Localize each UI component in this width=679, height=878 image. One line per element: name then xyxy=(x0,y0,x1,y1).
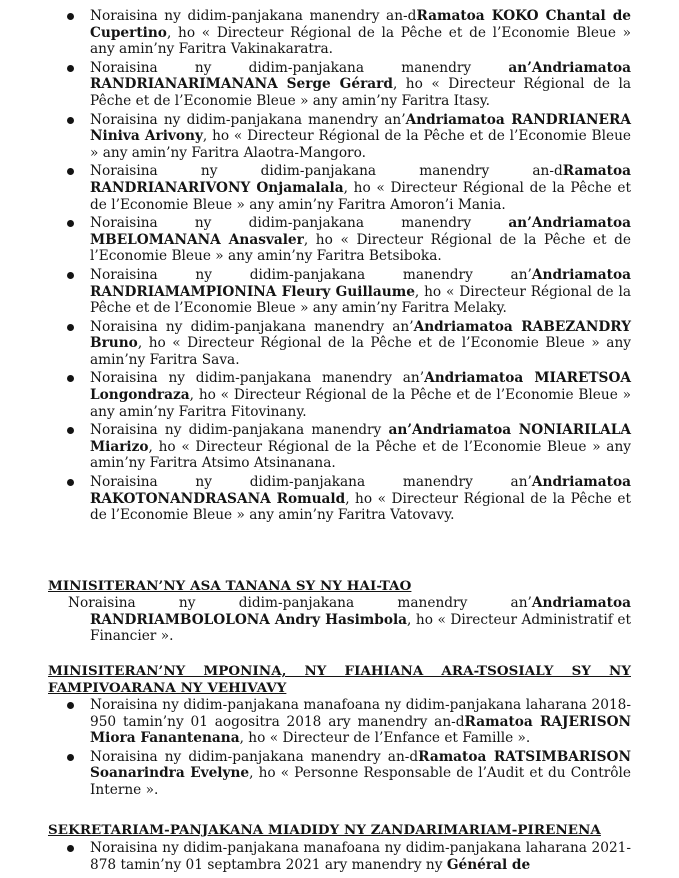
list-item: Noraisina ny didim-panjakana manendry an’Andriamatoa RANDRIAMAMPIONINA Fleury Guillaume, ho « Directeur Régional de la Pêche et de l’Economie Bleue » any amin’ny Faritra Melaky. xyxy=(0,267,679,317)
section-title-mponina: MINISITERAN’NY MPONINA, NY FIAHIANA ARA-TSOSIALY SY NY FAMPIVOARANA NY VEHIVAVY xyxy=(48,663,631,696)
section-mponina-list xyxy=(0,697,679,801)
list-item: Noraisina ny didim-panjakana manendry an’Andriamatoa MBELOMANANA Anasvaler, ho « Directeur Régional de la Pêche et de l’Economie Bleue » any amin’ny Faritra Betsiboka. xyxy=(0,215,679,265)
section-asa-tanana-paragraph: Noraisina ny didim-panjakana manendry an’Andriamatoa RANDRIAMBOLOLONA Andry Hasimbola, ho « Directeur Administratif et Financier ». xyxy=(68,595,631,645)
list-item: Noraisina ny didim-panjakana manafoana ny didim-panjakana laharana 2018-950 tamin’ny 01 aogositra 2018 ary manendry an-dRamatoa RAJERISON Miora Fanantenana, ho « Directeur de l’Enfance et Famille ». xyxy=(0,697,679,747)
list-item: Noraisina ny didim-panjakana manendry an’Andriamatoa RAKOTONANDRASANA Romuald, ho « Directeur Régional de la Pêche et de l’Economie Bleue » any amin’ny Faritra Vatovavy. xyxy=(0,474,679,524)
section-title-asa-tanana: MINISITERAN’NY ASA TANANA SY NY HAI-TAO xyxy=(48,578,412,594)
list-item: Noraisina ny didim-panjakana manendry an’Andriamatoa RABEZANDRY Bruno, ho « Directeur Régional de la Pêche et de l’Economie Bleue » any amin’ny Faritra Sava. xyxy=(0,319,679,369)
list-item: Noraisina ny didim-panjakana manafoana ny didim-panjakana laharana 2021-878 tamin’ny 01 septambra 2021 ary manendry ny Général de xyxy=(0,840,679,873)
list-item: Noraisina ny didim-panjakana manendry an’Andriamatoa NONIARILALA Miarizo, ho « Directeur Régional de la Pêche et de l’Economie Bleue » any amin’ny Faritra Atsimo Atsinanana. xyxy=(0,422,679,472)
list-item: Noraisina ny didim-panjakana manendry an’Andriamatoa MIARETSOA Longondraza, ho « Directeur Régional de la Pêche et de l’Economie Bleue » any amin’ny Faritra Fitovinany. xyxy=(0,370,679,420)
list-item: Noraisina ny didim-panjakana manendry an-dRamatoa KOKO Chantal de Cupertino, ho « Directeur Régional de la Pêche et de l’Economie Bleue » any amin’ny Faritra Vakinakaratra. xyxy=(0,8,679,58)
list-item: Noraisina ny didim-panjakana manendry an’Andriamatoa RANDRIANARIMANANA Serge Gérard, ho « Directeur Régional de la Pêche et de l’Economie Bleue » any amin’ny Faritra Itasy. xyxy=(0,60,679,110)
regional-directors-list xyxy=(0,8,679,526)
list-item: Noraisina ny didim-panjakana manendry an-dRamatoa RATSIMBARISON Soanarindra Evelyne, ho « Personne Responsable de l’Audit et du Contrôle Interne ». xyxy=(0,749,679,799)
list-item: Noraisina ny didim-panjakana manendry an-dRamatoa RANDRIANARIVONY Onjamalala, ho « Directeur Régional de la Pêche et de l’Economie Bleue » any amin’ny Faritra Amoron’i Mania. xyxy=(0,163,679,213)
section-title-sekretariam: SEKRETARIAM-PANJAKANA MIADIDY NY ZANDARIMARIAM-PIRENENA xyxy=(48,822,601,838)
list-item: Noraisina ny didim-panjakana manendry an’Andriamatoa RANDRIANERA Niniva Arivony, ho « Directeur Régional de la Pêche et de l’Economie Bleue » any amin’ny Faritra Alaotra-Mangoro. xyxy=(0,112,679,162)
section-sekretariam-list xyxy=(0,840,679,875)
